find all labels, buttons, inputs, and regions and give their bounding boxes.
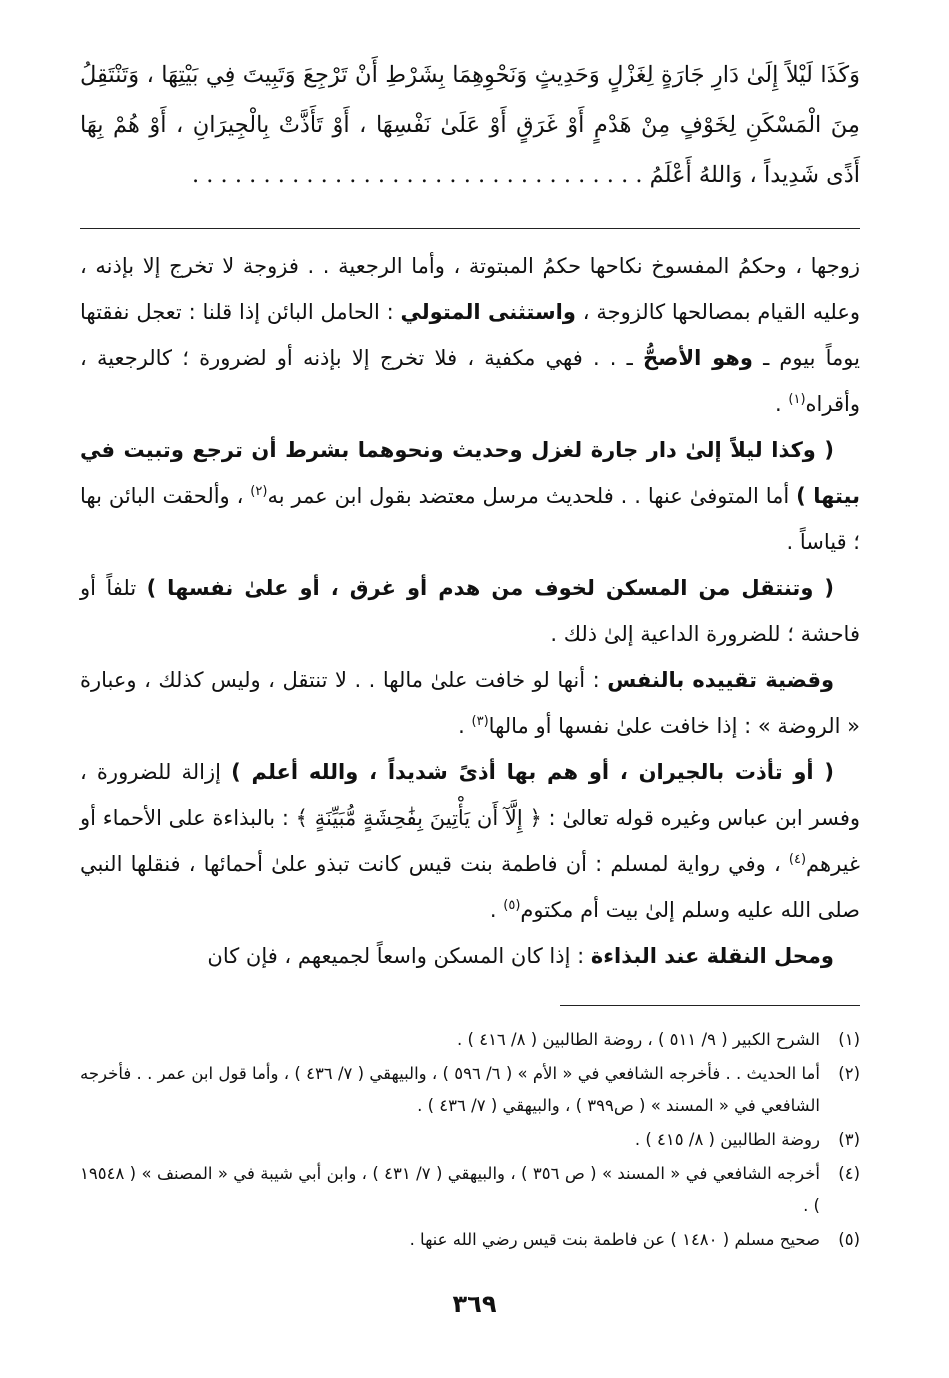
matn-separator <box>80 228 860 229</box>
footnote-ref-2[interactable]: (٢) <box>250 484 268 499</box>
footnote-4 <box>80 1158 860 1222</box>
footnote-text: روضة الطالبين ( ٨/ ٤١٥ ) . <box>634 1130 820 1149</box>
footnotes <box>80 1024 860 1256</box>
footnote-2 <box>80 1058 860 1122</box>
commentary-paragraph-4: وقضية تقييده بالنفس : أنها لو خافت علىٰ مالها . . لا تنتقل ، وليس كذلك ، وعبارة « الروضة » : إذا خافت علىٰ نفسها أو مالها$^{(٣)}$ . <box>80 668 860 738</box>
matn-text: وَكَذَا لَيْلاً إِلَىٰ دَارِ جَارَةٍ لِغَزْلٍ وَحَدِيثٍ وَنَحْوِهِمَا بِشَرْطِ أَنْ تَرْجِعَ وَتَبِيتَ فِي بَيْتِهَا ، وَتَنْتَقِلُ مِنَ الْمَسْكَنِ لِخَوْفٍ مِنْ هَدْمٍ أَوْ غَرَقٍ أَوْ عَلَىٰ نَفْسِهَا ، أَوْ تَأَذَّتْ بِالْجِيرَانِ ، أَوْ هُمْ بِهَا أَذًى شَدِيداً ، وَاللهُ أَعْلَمُ . . . . . . . . . . . . . . . . . . . . . . . . . . . . . . . . <box>80 62 860 188</box>
footnote-text: أخرجه الشافعي في « المسند » ( ص ٣٥٦ ) ، والبيهقي ( ٧/ ٤٣١ ) ، وابن أبي شيبة في « المصنف » ( ١٩٥٤٨ ) . <box>80 1164 821 1215</box>
page-number: ٣٦٩ <box>452 1290 497 1318</box>
footnote-ref-4[interactable]: (٤) <box>788 852 807 867</box>
commentary-paragraph-5: ( أو تأذت بالجيران ، أو هم بها أذىً شديداً ، والله أعلم ) إزالة للضرورة ، وفسر ابن عباس وغيره قوله تعالىٰ : ﴿ إِلَّآ أَن يَأْتِينَ بِفَٰحِشَةٍ مُّبَيِّنَةٍ ﴾ : بالبذاءة على الأحماء أو غيرهم$^{(٤)}$ ، وفي رواية لمسلم : أن فاطمة بنت قيس كانت تبذو علىٰ أحمائها ، فنقلها النبي صلى الله عليه وسلم إلىٰ بيت أم مكتوم$^{(٥)}$ . <box>80 760 860 922</box>
commentary-paragraph-6: ومحل النقلة عند البذاءة : إذا كان المسكن واسعاً لجميعهم ، فإن كان <box>207 944 834 968</box>
commentary-paragraph-1: زوجها ، وحكمُ المفسوخ نكاحها حكمُ المبتوتة ، وأما الرجعية . . فزوجة لا تخرج إلا بإذنه ، وعليه القيام بمصالحها كالزوجة ، واستثنى المتولي : الحامل البائن إذا قلنا : تعجل نفقتها يوماً بيوم ـ وهو الأصحُّ ـ . . فهي مكفية ، فلا تخرج إلا بإذنه أو لضرورة ؛ كالرجعية ، وأقراه$^{(١)}$ . <box>80 254 860 416</box>
footnote-number: (٤) <box>838 1164 860 1183</box>
footnote-text: الشرح الكبير ( ٩/ ٥١١ ) ، روضة الطالبين ( ٨/ ٤١٦ ) . <box>457 1030 820 1049</box>
footnote-number: (٣) <box>838 1130 860 1149</box>
footnote-text: أما الحديث . . فأخرجه الشافعي في « الأم » ( ٦/ ٥٩٦ ) ، والبيهقي ( ٧/ ٤٣٦ ) ، وأما قول ابن عمر . . فأخرجه الشافعي في « المسند » ( ص٣٩٩ ) ، والبيهقي ( ٧/ ٤٣٦ ) . <box>80 1064 820 1115</box>
footnote-ref-1[interactable]: (١) <box>788 392 806 407</box>
footnote-number: (١) <box>838 1030 860 1049</box>
footnote-text: صحيح مسلم ( ١٤٨٠ ) عن فاطمة بنت قيس رضي الله عنها . <box>409 1230 820 1249</box>
commentary <box>80 243 860 979</box>
footnote-number: (٥) <box>838 1230 860 1249</box>
footnote-separator <box>560 1005 860 1006</box>
footnote-3 <box>80 1124 860 1156</box>
footnote-ref-3[interactable]: (٣) <box>471 714 489 729</box>
footnote-number: (٢) <box>838 1064 860 1083</box>
footnote-5 <box>80 1224 860 1256</box>
footnote-ref-5[interactable]: (٥) <box>503 898 521 913</box>
page-content <box>80 50 860 1258</box>
commentary-paragraph-3: ( وتنتقل من المسكن لخوف من هدم أو غرق ، أو علىٰ نفسها ) تلفاً أو فاحشة ؛ للضرورة الداعية إلىٰ ذلك . <box>80 576 860 646</box>
commentary-paragraph-2: ( وكذا ليلاً إلىٰ دار جارة لغزل وحديث ونحوهما بشرط أن ترجع وتبيت في بيتها ) أما المتوفىٰ عنها . . فلحديث مرسل معتضد بقول ابن عمر به$^{(٢)}$ ، وألحقت البائن بها ؛ قياساً . <box>80 438 861 554</box>
footnote-1 <box>80 1024 860 1056</box>
